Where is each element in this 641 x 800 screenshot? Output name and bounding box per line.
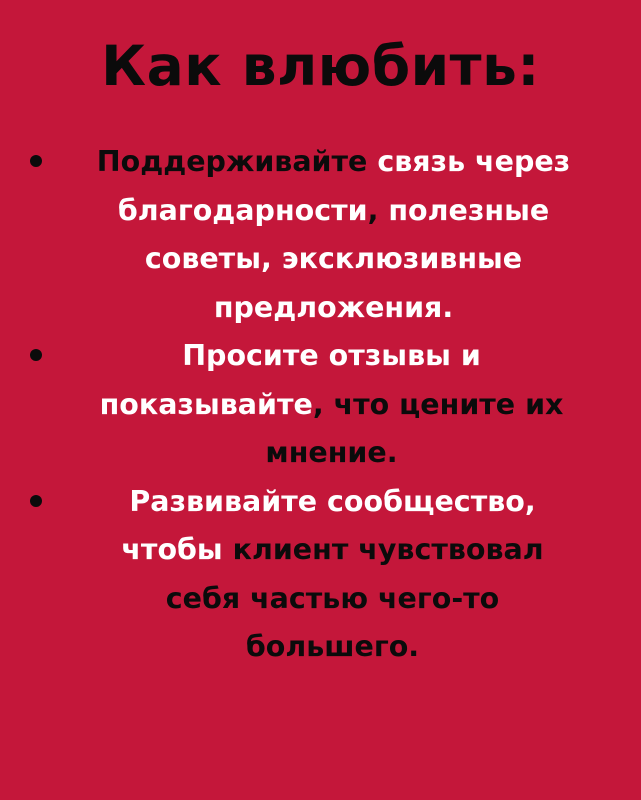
text-segment: клиент чувствовал себя частью чего-то большего. (165, 533, 544, 663)
bullet-list (0, 138, 641, 672)
text-segment: Просите отзывы и показывайте (99, 339, 481, 421)
list-item (0, 138, 641, 332)
text-segment: полезные советы, эксклюзивные предложения. (144, 193, 550, 324)
text-segment: связь через благодарности (117, 145, 571, 227)
text-segment: , что цените их мнение. (265, 387, 564, 469)
text-segment: Развивайте сообщество, чтобы (121, 484, 536, 566)
list-item (0, 332, 641, 478)
bullet-icon (30, 495, 42, 507)
text-segment: Поддерживайте (96, 145, 378, 178)
text-segment: , (367, 193, 389, 227)
list-item (0, 478, 641, 672)
bullet-icon (30, 349, 42, 361)
page-title: Как влюбить: (101, 34, 540, 98)
bullet-icon (30, 155, 42, 167)
